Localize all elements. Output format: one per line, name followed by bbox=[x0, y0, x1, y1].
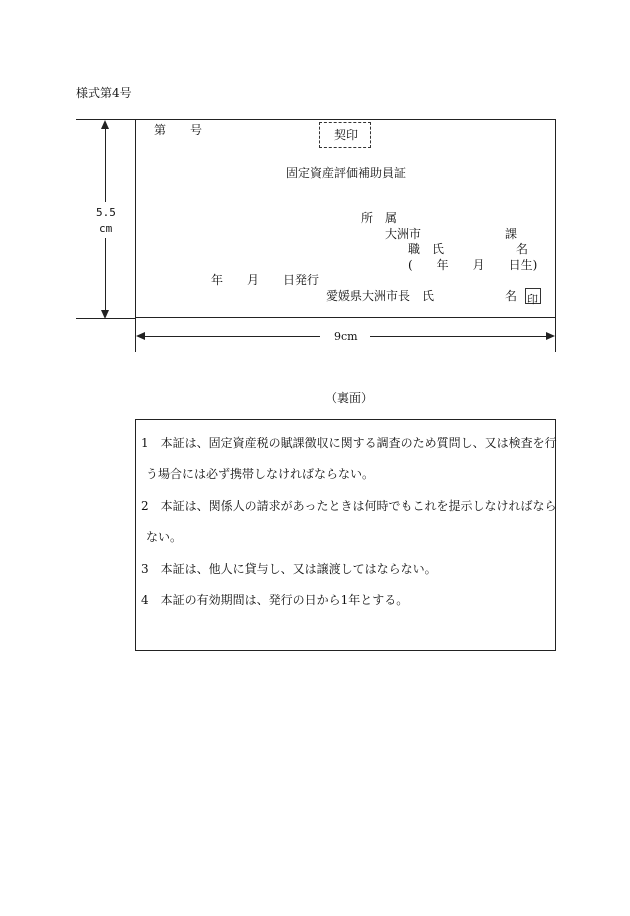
back-heading: （裏面） bbox=[325, 391, 374, 405]
city-department: 大洲市 課 bbox=[385, 227, 518, 241]
issue-date: 年 月 日発行 bbox=[211, 273, 320, 287]
back-side-box bbox=[135, 419, 556, 651]
seal-char: 印 bbox=[527, 293, 538, 306]
width-extension-right bbox=[555, 318, 556, 352]
height-unit: cm bbox=[99, 222, 113, 235]
back-item-4: 4 本証の有効期間は、発行の日から1年とする。 bbox=[141, 593, 409, 607]
width-dimension-line-left bbox=[140, 336, 320, 337]
width-arrow-left-icon bbox=[136, 332, 145, 340]
official-seal-box bbox=[525, 288, 541, 304]
back-item-1-line-1: 1 本証は、固定資産税の賦課徴収に関する調査のため質問し、又は検査を行 bbox=[141, 436, 557, 450]
height-arrow-down-icon bbox=[101, 310, 109, 319]
height-dimension-line-top bbox=[105, 125, 106, 202]
width-arrow-right-icon bbox=[546, 332, 555, 340]
height-value: 5.5 bbox=[96, 206, 116, 219]
card-title: 固定資産評価補助員証 bbox=[286, 166, 407, 180]
position-name-label: 職 氏 名 bbox=[408, 242, 529, 256]
width-value: 9cm bbox=[334, 330, 358, 343]
back-item-3: 3 本証は、他人に貸与し、又は譲渡してはならない。 bbox=[141, 562, 437, 576]
back-item-2-line-2: ない。 bbox=[146, 530, 183, 544]
height-dimension-line-bottom bbox=[105, 238, 106, 313]
back-item-2-line-1: 2 本証は、関係人の請求があったときは何時でもこれを提示しなければなら bbox=[141, 499, 557, 513]
width-dimension-line-right bbox=[370, 336, 550, 337]
affiliation-label: 所 属 bbox=[361, 211, 398, 225]
issuer: 愛媛県大洲市長 氏 bbox=[326, 289, 435, 303]
tally-stamp-label: 契印 bbox=[334, 128, 359, 142]
card-number-label: 第 号 bbox=[154, 123, 203, 137]
form-number: 様式第4号 bbox=[76, 86, 132, 100]
back-item-1-line-2: う場合には必ず携帯しなければならない。 bbox=[146, 467, 375, 481]
birth-date: ( 年 月 日生) bbox=[408, 258, 538, 272]
height-arrow-up-icon bbox=[101, 120, 109, 129]
issuer-name-suffix: 名 bbox=[505, 289, 518, 303]
